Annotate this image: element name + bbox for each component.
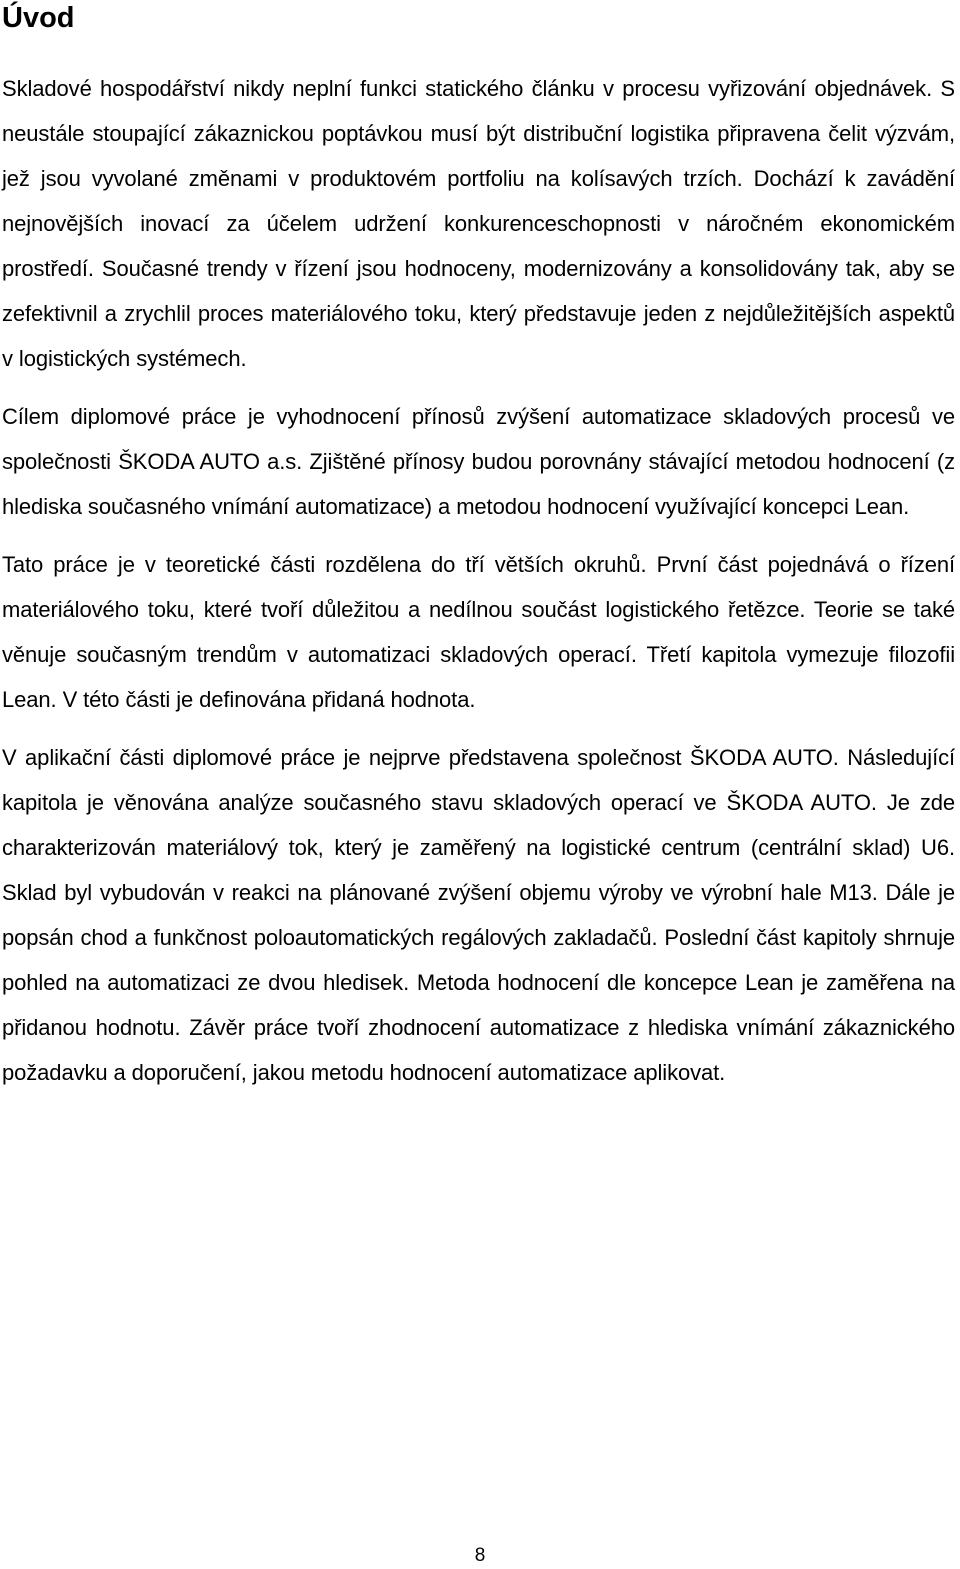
paragraph-application: V aplikační části diplomové práce je nejprve představena společnost ŠKODA AUTO. Následující kapitola je věnována analýze současného stavu skladových operací ve ŠKODA AUTO. Je zde charakterizován materiálový tok, který je zaměřený na logistické centrum (centrální sklad) U6. Sklad byl vybudován v reakci na plánované zvýšení objemu výroby ve výrobní hale M13. Dále je popsán chod a funkčnost poloautomatických regálových zakladačů. Poslední část kapitoly shrnuje pohled na automatizaci ze dvou hledisek. Metoda hodnocení dle koncepce Lean je zaměřena na přidanou hodnotu. Závěr práce tvoří zhodnocení automatizace z hlediska vnímání zákaznického požadavku a doporučení, jakou metodu hodnocení automatizace aplikovat. xyxy=(2,745,955,1085)
paragraph-goal: Cílem diplomové práce je vyhodnocení přínosů zvýšení automatizace skladových procesů ve společnosti ŠKODA AUTO a.s. Zjištěné přínosy budou porovnány stávající metodou hodnocení (z hlediska současného vnímání automatizace) a metodou hodnocení využívající koncepci Lean. xyxy=(2,404,955,519)
body-text xyxy=(2,66,955,1108)
section-heading: Úvod xyxy=(2,2,75,34)
page-number: 8 xyxy=(474,1545,486,1566)
paragraph-theory: Tato práce je v teoretické části rozdělena do tří větších okruhů. První část pojednává o řízení materiálového toku, které tvoří důležitou a nedílnou součást logistického řetězce. Teorie se také věnuje současným trendům v automatizaci skladových operací. Třetí kapitola vymezuje filozofii Lean. V této části je definována přidaná hodnota. xyxy=(2,552,955,712)
paragraph-intro: Skladové hospodářství nikdy neplní funkci statického článku v procesu vyřizování objednávek. S neustále stoupající zákaznickou poptávkou musí být distribuční logistika připravena čelit výzvám, jež jsou vyvolané změnami v produktovém portfoliu na kolísavých trzích. Dochází k zavádění nejnovějších inovací za účelem udržení konkurenceschopnosti v náročném ekonomickém prostředí. Současné trendy v řízení jsou hodnoceny, modernizovány a konsolidovány tak, aby se zefektivnil a zrychlil proces materiálového toku, který představuje jeden z nejdůležitějších aspektů v logistických systémech. xyxy=(2,76,955,371)
